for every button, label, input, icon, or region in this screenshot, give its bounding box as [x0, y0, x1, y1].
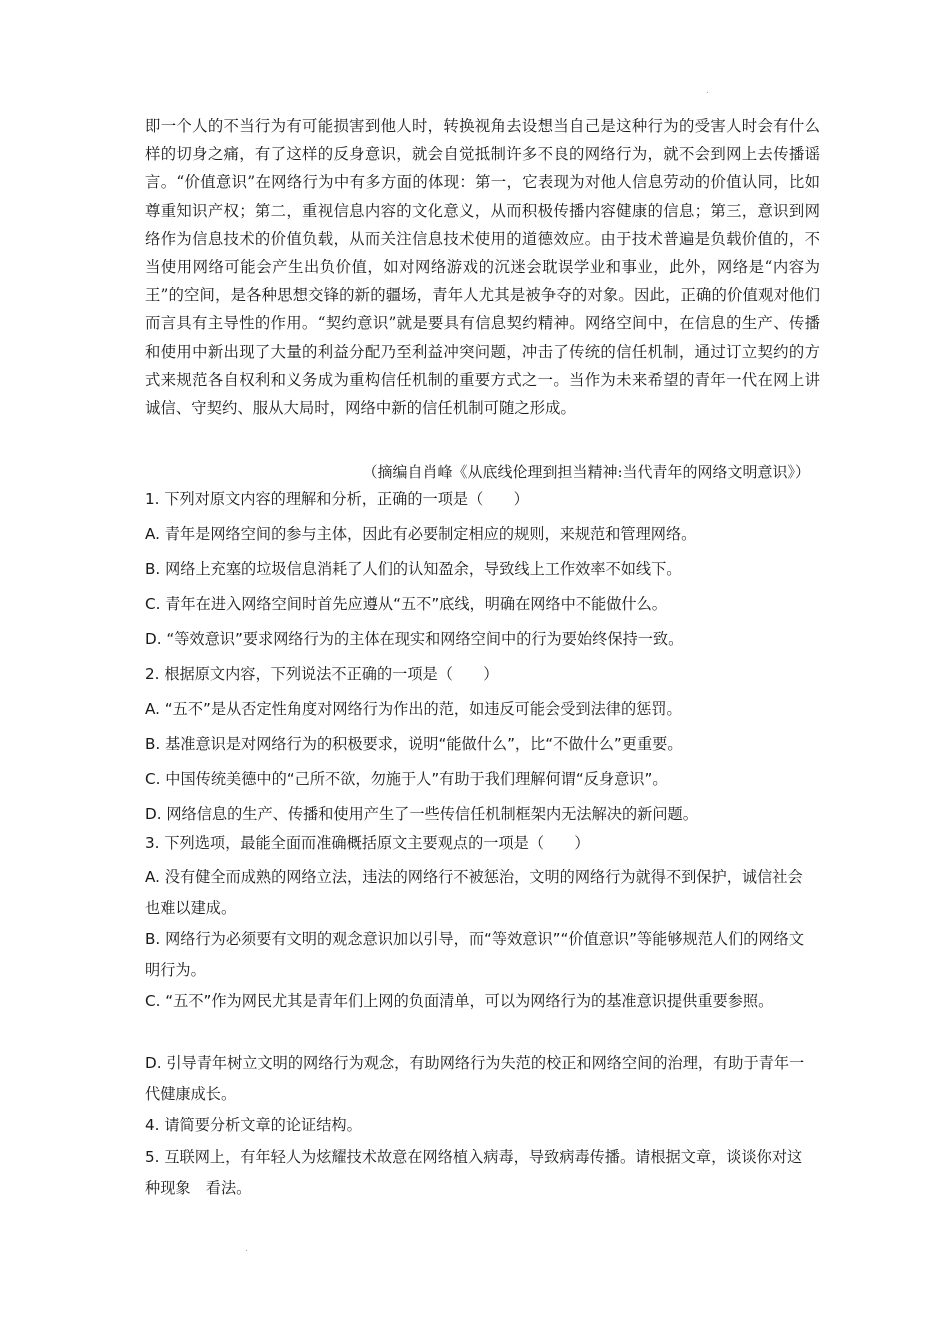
question-2-option-d: D. 网络信息的生产、传播和使用产生了一些传信任机制框架内无法解决的新问题。 [145, 805, 698, 823]
corner-dot-bottom: . [245, 1244, 248, 1254]
question-5-stem: 5. 互联网上，有年轻人为炫耀技术故意在网络植入病毒，导致病毒传播。请根据文章，谈谈你对这种现象 看法。 [145, 1148, 803, 1197]
question-3-stem: 3. 下列选项，最能全面而准确概括原文主要观点的一项是（ ） [145, 834, 590, 852]
question-1-stem: 1. 下列对原文内容的理解和分析，正确的一项是（ ） [145, 490, 529, 508]
question-1-option-b: B. 网络上充塞的垃圾信息消耗了人们的认知盈余，导致线上工作效率不如线下。 [145, 560, 682, 578]
question-3-option-c: C. “五不”作为网民尤其是青年们上网的负面清单，可以为网络行为的基准意识提供重要参照。 [145, 992, 774, 1010]
question-2-option-a: A. “五不”是从否定性角度对网络行为作出的范，如违反可能会受到法律的惩罚。 [145, 700, 682, 718]
corner-dot-top: . [706, 86, 709, 96]
source-citation: （摘编自肖峰《从底线伦理到担当精神:当代青年的网络文明意识》） [362, 463, 810, 481]
question-2-option-c: C. 中国传统美德中的“己所不欲，勿施于人”有助于我们理解何谓“反身意识”。 [145, 770, 668, 788]
question-4-stem: 4. 请简要分析文章的论证结构。 [145, 1116, 362, 1134]
question-2-stem: 2. 根据原文内容，下列说法不正确的一项是（ ） [145, 665, 499, 683]
question-1-option-c: C. 青年在进入网络空间时首先应遵从“五不”底线，明确在网络中不能做什么。 [145, 595, 667, 613]
question-3-option-d: D. 引导青年树立文明的网络行为观念，有助网络行为失范的校正和网络空间的治理，有助于青年一代健康成长。 [145, 1054, 805, 1103]
question-3-option-b: B. 网络行为必须要有文明的观念意识加以引导，而“等效意识”“价值意识”等能够规范人们的网络文明行为。 [145, 930, 805, 979]
question-1-option-d: D. “等效意识”要求网络行为的主体在现实和网络空间中的行为要始终保持一致。 [145, 630, 684, 648]
question-2-option-b: B. 基准意识是对网络行为的积极要求，说明“能做什么”，比“不做什么”更重要。 [145, 735, 683, 753]
passage-text: 即一个人的不当行为有可能损害到他人时，转换视角去设想当自己是这种行为的受害人时会有什么样的切身之痛，有了这样的反身意识，就会自觉抵制许多不良的网络行为，就不会到网上去传播谣言。“价值意识”在网络行为中有多方面的体现：第一，它表现为对他人信息劳动的价值认同，比如尊重知识产权；第二，重视信息内容的文化意义，从而积极传播内容健康的信息；第三，意识到网络作为信息技术的价值负载，从而关注信息技术使用的道德效应。由于技术普遍是负载价值的，不当使用网络可能会产生出负价值，如对网络游戏的沉迷会耽误学业和事业，此外，网络是“内容为王”的空间，是各种思想交锋的新的疆场，青年人尤其是被争夺的对象。因此，正确的价值观对他们而言具有主导性的作用。“契约意识”就是要具有信息契约精神。网络空间中，在信息的生产、传播和使用中新出现了大量的利益分配乃至利益冲突问题，冲击了传统的信任机制，通过订立契约的方式来规范各自权利和义务成为重构信任机制的重要方式之一。当作为未来希望的青年一代在网上讲诚信、守契约、服从大局时，网络中新的信任机制可随之形成。 [145, 117, 820, 418]
reading-passage [145, 112, 820, 422]
question-1-option-a: A. 青年是网络空间的参与主体，因此有必要制定相应的规则，来规范和管理网络。 [145, 525, 697, 543]
question-3-option-a: A. 没有健全而成熟的网络立法，违法的网络行不被惩治，文明的网络行为就得不到保护，诚信社会也难以建成。 [145, 868, 803, 917]
